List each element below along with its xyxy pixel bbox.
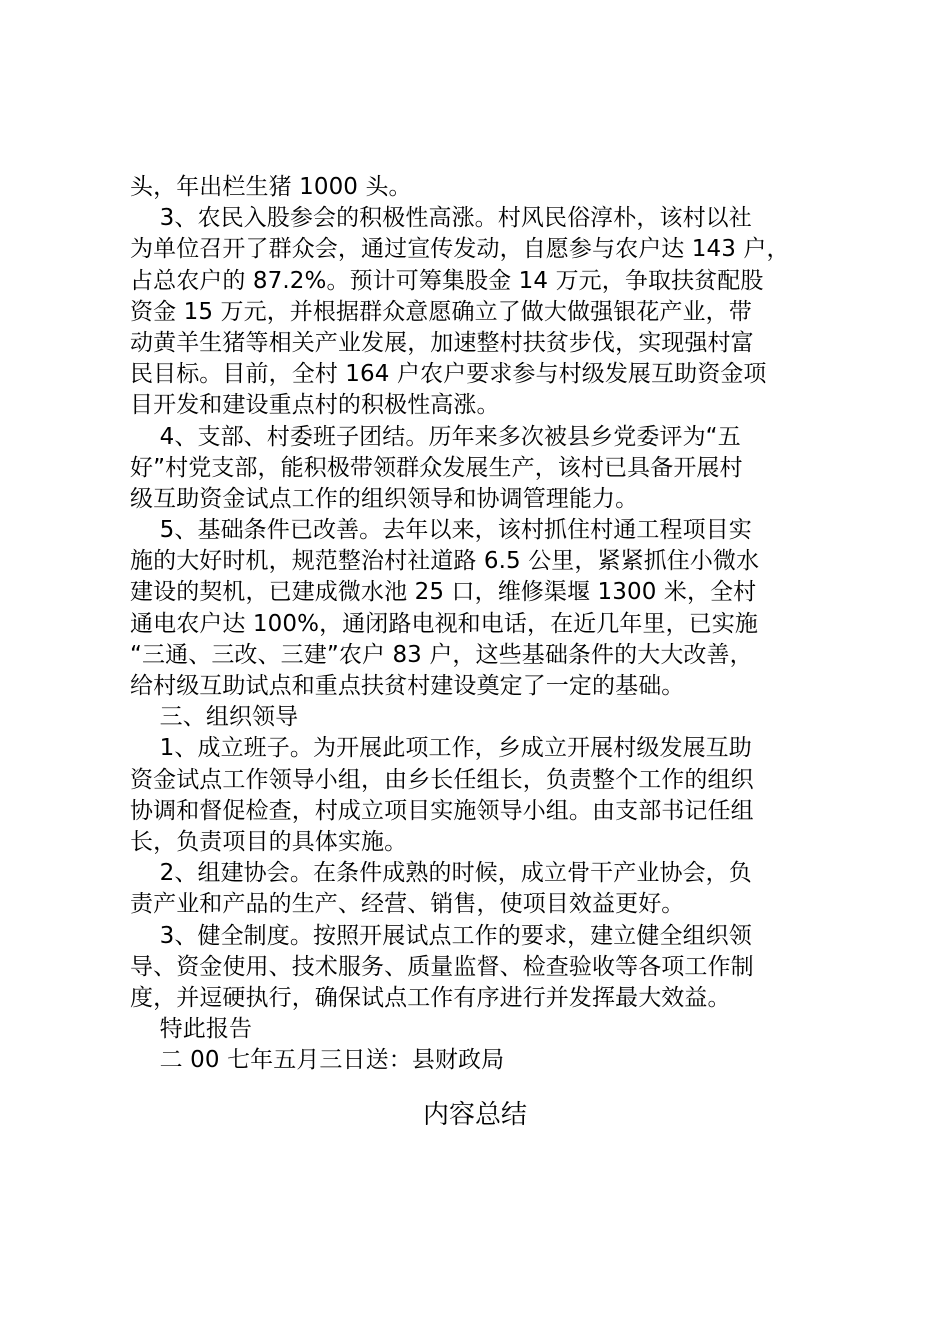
- text-line: 协调和督促检查，村成立项目实施领导小组。由支部书记任组: [130, 797, 754, 824]
- text-line: 度，并逗硬执行，确保试点工作有序进行并发挥最大效益。: [130, 984, 731, 1011]
- text-line: 资金试点工作领导小组，由乡长任组长，负责整个工作的组织: [130, 766, 754, 793]
- text-line: 动黄羊生猪等相关产业发展，加速整村扶贫步伐，实现强村富: [130, 329, 754, 356]
- text-line: 通电农户达 100%，通闭路电视和电话，在近几年里，已实施: [130, 610, 758, 637]
- text-line: 5、基础条件已改善。去年以来，该村抓住村通工程项目实: [130, 517, 752, 544]
- text-line: 给村级互助试点和重点扶贫村建设奠定了一定的基础。: [130, 673, 685, 699]
- text-line: 长，负责项目的具体实施。: [130, 828, 408, 855]
- text-line: 责产业和产品的生产、经营、销售，使项目效益更好。: [130, 891, 685, 918]
- text-line: 好”村党支部，能积极带领群众发展生产，该村已具备开展村: [130, 454, 743, 481]
- summary-title: 内容总结: [422, 1100, 527, 1130]
- text-line: 为单位召开了群众会，通过宣传发动，自愿参与农户达 143 户，: [130, 236, 790, 263]
- text-line: 导、资金使用、技术服务、质量监督、检查验收等各项工作制: [130, 953, 754, 980]
- text-line: 资金 15 万元，并根据群众意愿确立了做大做强银花产业，带: [130, 298, 752, 325]
- text-line: 施的大好时机，规范整治村社道路 6.5 公里，紧紧抓住小微水: [130, 548, 760, 575]
- date-recipient-line: 二 00 七年五月三日送：县财政局: [130, 1047, 505, 1074]
- section-heading: 三、组织领导: [130, 704, 299, 731]
- text-line: 目开发和建设重点村的积极性高涨。: [130, 392, 500, 419]
- text-line: 3、健全制度。按照开展试点工作的要求，建立健全组织领: [130, 922, 752, 949]
- text-line: 2、组建协会。在条件成熟的时候，成立骨干产业协会，负: [130, 860, 752, 887]
- text-line: 3、农民入股参会的积极性高涨。村风民俗淳朴，该村以社: [130, 205, 752, 232]
- text-line: 占总农户的 87.2%。预计可筹集股金 14 万元，争取扶贫配股: [130, 267, 764, 294]
- text-line: 级互助资金试点工作的组织领导和协调管理能力。: [130, 485, 639, 512]
- text-line: 1、成立班子。为开展此项工作，乡成立开展村级发展互助: [130, 735, 752, 762]
- text-line: 头，年出栏生猪 1000 头。: [130, 174, 412, 200]
- closing-line: 特此报告: [130, 1016, 253, 1043]
- text-line: “三通、三改、三建”农户 83 户，这些基础条件的大大改善，: [130, 641, 753, 668]
- text-line: 4、支部、村委班子团结。历年来多次被县乡党委评为“五: [130, 423, 741, 450]
- text-line: 建设的契机，已建成微水池 25 口，维修渠堰 1300 米，全村: [130, 579, 757, 606]
- text-line: 民目标。目前，全村 164 户农户要求参与村级发展互助资金项: [130, 361, 767, 388]
- document-body: [130, 172, 830, 1076]
